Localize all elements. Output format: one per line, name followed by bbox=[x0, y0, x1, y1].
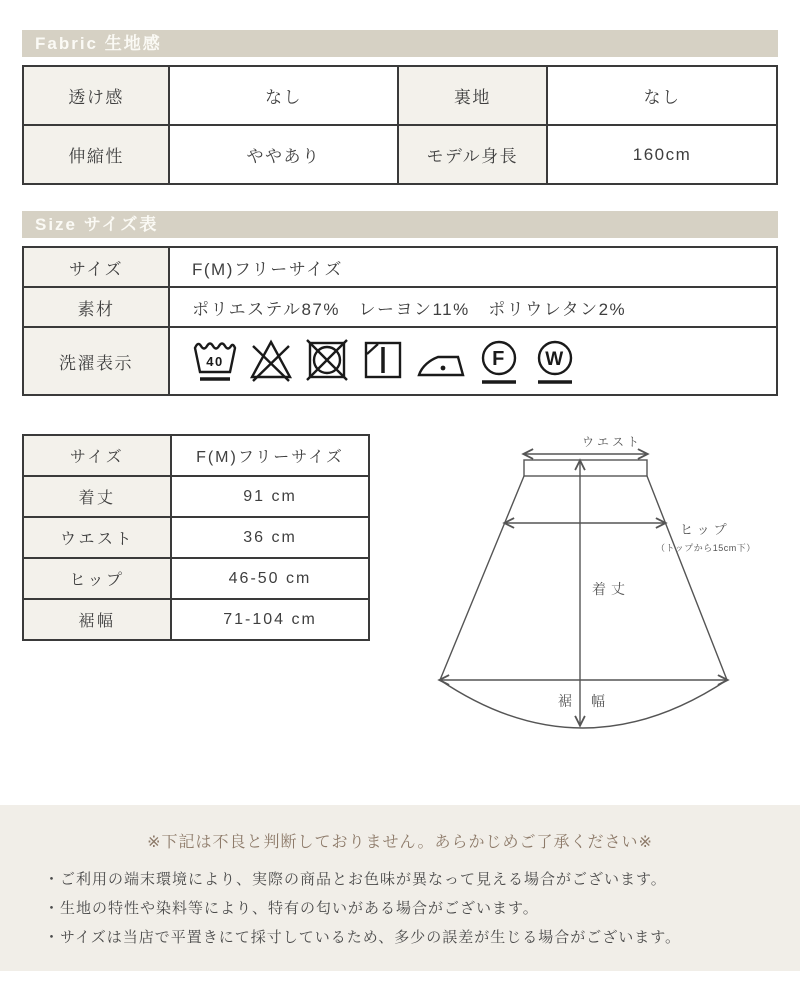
meas-label-size: サイズ bbox=[23, 435, 171, 476]
line-dry-in-shade-icon bbox=[360, 336, 406, 386]
fabric-row bbox=[23, 125, 777, 184]
measurement-table bbox=[22, 434, 370, 641]
care-icons-strip bbox=[192, 334, 775, 388]
fabric-value-stretch: ややあり bbox=[169, 125, 397, 184]
fabric-label-stretch: 伸縮性 bbox=[23, 125, 169, 184]
size-label: サイズ bbox=[23, 247, 169, 287]
measurement-row bbox=[23, 558, 369, 599]
fabric-label-sheerness: 透け感 bbox=[23, 66, 169, 125]
fabric-value-lining: なし bbox=[547, 66, 777, 125]
measurement-block bbox=[22, 434, 778, 765]
meas-value-size: F(M)フリーサイズ bbox=[171, 435, 369, 476]
meas-label-length: 着丈 bbox=[23, 476, 171, 517]
fabric-value-model-height: 160cm bbox=[547, 125, 777, 184]
svg-text:F: F bbox=[492, 348, 506, 370]
size-row bbox=[23, 247, 777, 287]
product-spec-content bbox=[0, 30, 800, 765]
meas-label-waist: ウエスト bbox=[23, 517, 171, 558]
disclaimer-item: ・ご利用の端末環境により、実際の商品とお色味が異なって見える場合がございます。 bbox=[44, 871, 667, 888]
meas-label-hem: 裾幅 bbox=[23, 599, 171, 640]
disclaimer-item: ・生地の特性や染料等により、特有の匂いがある場合がございます。 bbox=[44, 900, 539, 917]
disclaimer-item: ・サイズは当店で平置きにて採寸しているため、多少の誤差が生じる場合がございます。 bbox=[44, 929, 682, 946]
size-info-table bbox=[22, 246, 778, 396]
measurement-row bbox=[23, 435, 369, 476]
measurement-row bbox=[23, 476, 369, 517]
care-symbols-row bbox=[23, 327, 777, 395]
diagram-hem-label-left: 裾 bbox=[558, 693, 572, 709]
do-not-bleach-icon bbox=[248, 336, 294, 386]
skirt-measurement-diagram bbox=[422, 434, 778, 765]
measurement-row bbox=[23, 599, 369, 640]
size-value: F(M)フリーサイズ bbox=[169, 247, 777, 287]
dry-clean-petroleum-mild-icon bbox=[476, 336, 522, 386]
svg-text:40: 40 bbox=[206, 354, 224, 369]
skirt-outline bbox=[440, 476, 727, 680]
material-label: 素材 bbox=[23, 287, 169, 327]
material-row bbox=[23, 287, 777, 327]
diagram-waist-label: ウエスト bbox=[581, 435, 643, 449]
disclaimer-list bbox=[0, 865, 800, 952]
do-not-tumble-dry-icon bbox=[304, 336, 350, 386]
diagram-hip-label: ヒップ bbox=[680, 522, 731, 537]
disclaimer-section bbox=[0, 805, 800, 971]
wash-40-mild-icon bbox=[192, 336, 238, 386]
svg-text:W: W bbox=[545, 349, 565, 370]
meas-value-hip: 46-50 cm bbox=[171, 558, 369, 599]
measurement-row bbox=[23, 517, 369, 558]
meas-value-hem: 71-104 cm bbox=[171, 599, 369, 640]
material-value: ポリエステル87% レーヨン11% ポリウレタン2% bbox=[169, 287, 777, 327]
fabric-value-sheerness: なし bbox=[169, 66, 397, 125]
care-label: 洗濯表示 bbox=[23, 327, 169, 395]
fabric-row bbox=[23, 66, 777, 125]
fabric-label-model-height: モデル身長 bbox=[398, 125, 547, 184]
care-symbols-cell bbox=[169, 327, 777, 395]
fabric-table bbox=[22, 65, 778, 185]
fabric-section-header: Fabric 生地感 bbox=[22, 30, 778, 57]
meas-label-hip: ヒップ bbox=[23, 558, 171, 599]
size-section-header: Size サイズ表 bbox=[22, 211, 778, 238]
waistband-shape bbox=[524, 460, 647, 476]
wet-clean-mild-icon bbox=[532, 336, 578, 386]
disclaimer-title: ※下記は不良と判断しておりません。あらかじめご了承ください※ bbox=[147, 834, 653, 851]
meas-value-waist: 36 cm bbox=[171, 517, 369, 558]
fabric-label-lining: 裏地 bbox=[398, 66, 547, 125]
skirt-hem-curve bbox=[440, 680, 727, 728]
diagram-length-label: 着丈 bbox=[592, 581, 630, 597]
meas-value-length: 91 cm bbox=[171, 476, 369, 517]
diagram-hip-note: （トップから15cm下） bbox=[656, 543, 756, 553]
diagram-hem-label-right: 幅 bbox=[591, 693, 605, 709]
iron-low-icon bbox=[416, 336, 466, 386]
